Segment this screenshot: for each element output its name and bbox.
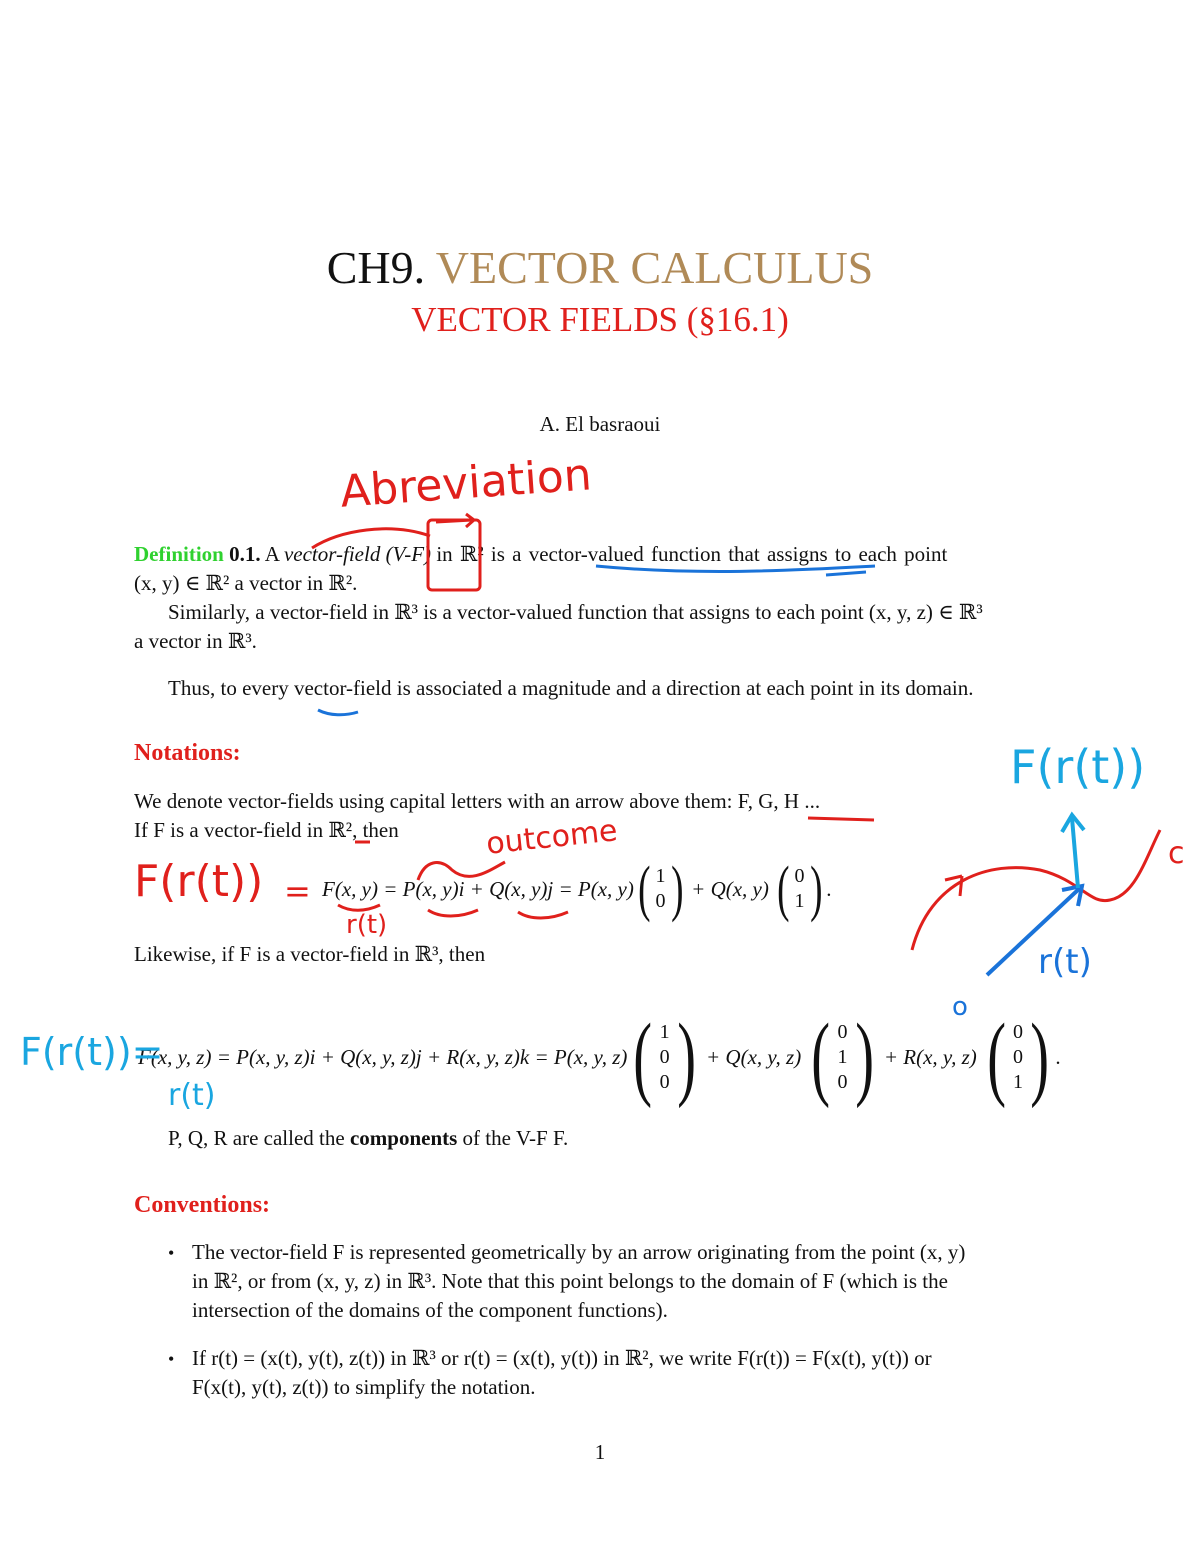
definition-line-2: (x, y) ∈ ℝ² a vector in ℝ². <box>134 571 358 595</box>
chapter-title: VECTOR CALCULUS <box>435 242 874 293</box>
blue-underline-tick <box>826 572 866 575</box>
blue-underline-every <box>318 710 358 715</box>
red-arrow-vf <box>436 514 474 527</box>
hw-F-r-t-cyan: F(r(t)) <box>1010 740 1146 794</box>
definition-article: A <box>264 542 279 566</box>
hw-r-t-diagram: r(t) <box>1038 942 1092 982</box>
hw-F-r-t-red: F(r(t)) <box>134 856 264 907</box>
components-end: of the V-F F. <box>462 1126 569 1150</box>
basis-vector-3d-i: ( 1 0 0 ) <box>633 1005 696 1109</box>
definition-abbr: (V-F) <box>385 542 432 566</box>
author: A. El basraoui <box>539 412 661 436</box>
hw-r-t-red: r(t) <box>346 910 388 940</box>
definition-text: in ℝ² is a vector-valued function that assigns to each point <box>436 542 948 566</box>
document-title <box>0 240 1200 296</box>
bullet-2-text: If r(t) = (x(t), y(t), z(t)) in ℝ³ or r(t) = (x(t), y(t)) in ℝ², we write F(r(t)) = F(x(t), y(t)) or <box>192 1346 932 1370</box>
bullet-1-line-1: • The vector-field F is represented geometrically by an arrow originating from the point (x, y) <box>168 1240 966 1264</box>
notations-line-2: If F is a vector-field in ℝ², then <box>134 818 399 842</box>
components-text: P, Q, R are called the <box>168 1126 345 1150</box>
basis-vector-j: ( 0 1 ) <box>777 855 823 923</box>
hw-origin-label: o <box>952 992 968 1022</box>
definition-line-3: Similarly, a vector-field in ℝ³ is a vector-valued function that assigns to each point (x, y, z) ∈ ℝ³ <box>168 600 983 624</box>
equation-2d: F(x, y) = P(x, y)i + Q(x, y)j = P(x, y) ( 1 0 ) + Q(x, y) ( 0 1 ) . <box>322 855 832 923</box>
equation-3d-q: + Q(x, y, z) <box>705 1044 802 1069</box>
red-arrow-on-curve <box>945 876 962 896</box>
field-vector-f <box>1072 818 1078 888</box>
definition-line-1 <box>134 540 1064 568</box>
components-bold: components <box>349 1126 458 1150</box>
section-subtitle: VECTOR FIELDS (§16.1) <box>411 300 789 339</box>
bullet-2-line-1: • If r(t) = (x(t), y(t), z(t)) in ℝ³ or r(t) = (x(t), y(t)) in ℝ², we write F(r(t)) = F(x(t), y(t)) or <box>168 1346 932 1370</box>
definition-number: 0.1. <box>229 542 261 566</box>
components-line <box>168 1124 568 1152</box>
bullet-1-line-2: in ℝ², or from (x, y, z) in ℝ³. Note that this point belongs to the domain of F (which is the <box>192 1269 948 1293</box>
hw-curve-c-label: c <box>1168 836 1185 871</box>
definition-term: vector-field <box>283 542 381 566</box>
definition-line-4: a vector in ℝ³. <box>134 629 257 653</box>
red-underline-fgh <box>808 818 874 820</box>
basis-vector-i: ( 1 0 ) <box>637 855 684 923</box>
equation-3d: F(x, y, z) = P(x, y, z)i + Q(x, y, z)j + R(x, y, z)k = P(x, y, z) ( 1 0 0 ) + Q(x, y, z) ( 0 1 0 ) + R(x, y, z) ( 0 0 1 ) . <box>138 1005 1061 1109</box>
notations-heading: Notations: <box>134 740 241 766</box>
bullet-1-line-3: intersection of the domains of the component functions). <box>192 1298 668 1322</box>
bullet-2-line-2: F(x(t), y(t), z(t)) to simplify the notation. <box>192 1375 536 1399</box>
conventions-heading: Conventions: <box>134 1192 271 1218</box>
equation-2d-q: + Q(x, y) <box>691 876 769 901</box>
definition-line-5: Thus, to every vector-field is associated a magnitude and a direction at each point in its domain. <box>168 676 974 700</box>
notations-line-1: We denote vector-fields using capital letters with an arrow above them: F, G, H ... <box>134 789 821 813</box>
likewise-line: Likewise, if F is a vector-field in ℝ³, then <box>134 942 486 966</box>
bullet-1-text: The vector-field F is represented geometrically by an arrow originating from the point (x, y) <box>192 1240 966 1264</box>
equation-2d-lhs: F(x, y) = P(x, y)i + Q(x, y)j = P(x, y) <box>322 876 634 901</box>
equation-3d-r: + R(x, y, z) <box>883 1044 977 1069</box>
definition-label: Definition <box>134 542 224 566</box>
chapter-prefix: CH9. <box>326 242 426 293</box>
hw-F-r-t-3d: F(r(t))= <box>20 1030 164 1074</box>
basis-vector-3d-k: ( 0 0 1 ) <box>986 1005 1050 1109</box>
hw-outcome: outcome <box>484 813 620 862</box>
field-vector-head <box>1062 815 1084 832</box>
hw-r-t-3d: r(t) <box>168 1078 216 1113</box>
page-number: 1 <box>594 1440 606 1464</box>
hw-abreviation: Abreviation <box>338 449 594 518</box>
curve-c <box>912 830 1160 950</box>
position-vector-head <box>1062 886 1082 906</box>
equation-3d-lhs: F(x, y, z) = P(x, y, z)i + Q(x, y, z)j + R(x, y, z)k = P(x, y, z) <box>138 1044 628 1069</box>
basis-vector-3d-j: ( 0 1 0 ) <box>811 1005 874 1109</box>
hw-equals-red: = <box>284 872 311 910</box>
